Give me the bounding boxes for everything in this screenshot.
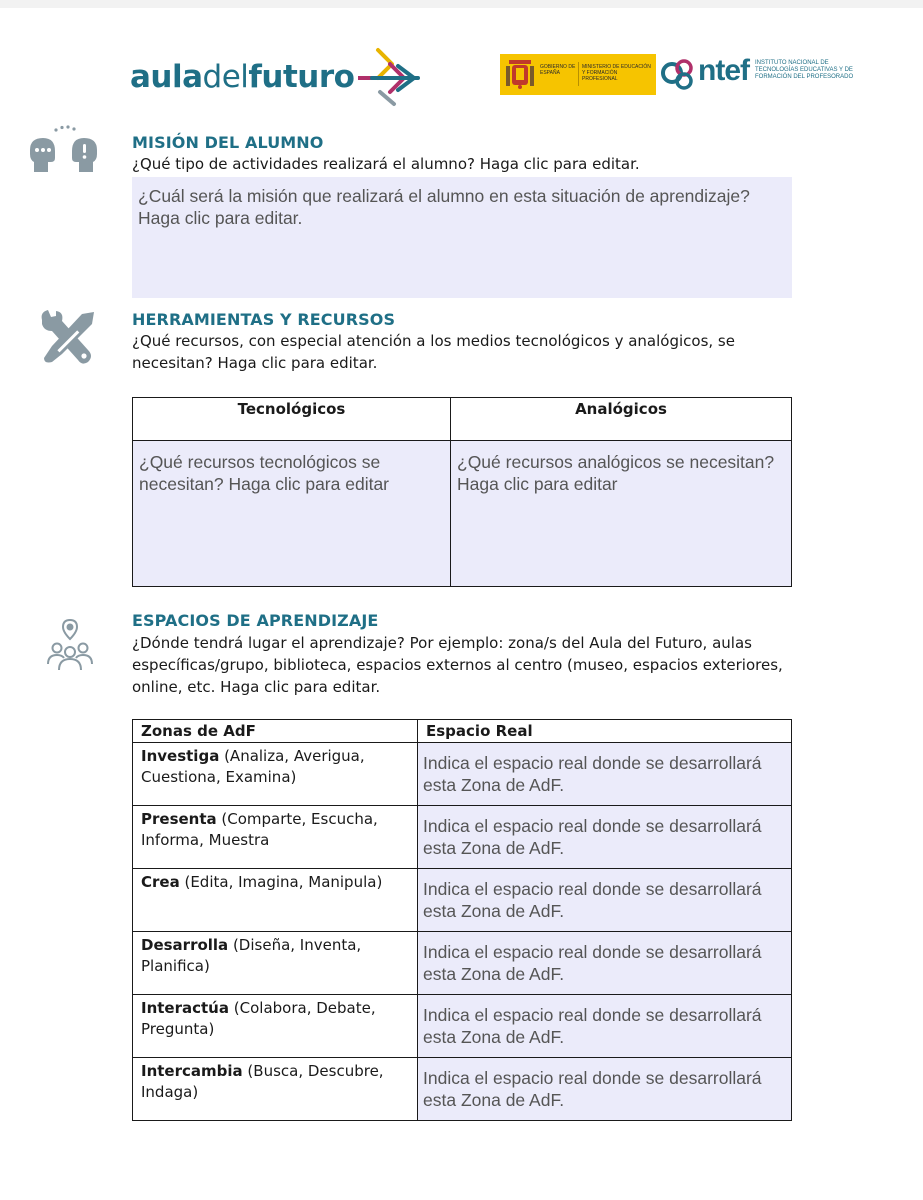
zone-cell bbox=[133, 869, 418, 932]
top-strip bbox=[0, 0, 923, 8]
zone-name: Interactúa bbox=[141, 999, 229, 1017]
tools-icon bbox=[38, 308, 98, 368]
zone-name: Crea bbox=[141, 873, 180, 891]
aula-arrows-icon bbox=[358, 42, 430, 108]
government-logo bbox=[500, 54, 656, 95]
tools-description: ¿Qué recursos, con especial atención a los medios tecnológicos y analógicos, se necesitan? Haga clic para editar. bbox=[132, 332, 735, 372]
ministry-name: MINISTERIO DE EDUCACIÓN Y FORMACIÓN PROFESIONAL bbox=[582, 64, 651, 82]
zone-cell bbox=[133, 806, 418, 869]
real-space-field[interactable]: Indica el espacio real donde se desarrollará esta Zona de AdF. bbox=[418, 806, 792, 869]
table-row bbox=[133, 869, 792, 932]
mission-description: ¿Qué tipo de actividades realizará el alumno? Haga clic para editar. bbox=[132, 155, 640, 173]
zone-name: Intercambia bbox=[141, 1062, 243, 1080]
technological-resources-field[interactable]: ¿Qué recursos tecnológicos se necesitan? Haga clic para editar bbox=[133, 441, 451, 587]
zone-verbs: (Diseña, Inventa, Planifica) bbox=[141, 936, 362, 975]
gov-divider bbox=[578, 62, 579, 86]
zone-name: Investiga bbox=[141, 747, 220, 765]
table-row bbox=[133, 995, 792, 1058]
logo-part-aula: aula bbox=[130, 59, 203, 95]
table-row bbox=[133, 932, 792, 995]
spain-shield-icon bbox=[505, 58, 535, 91]
mission-field[interactable]: ¿Cuál será la misión que realizará el alumno en esta situación de aprendizaje? Haga clic para editar. bbox=[132, 177, 792, 298]
table-row bbox=[133, 743, 792, 806]
table-row bbox=[133, 806, 792, 869]
tools-title: HERRAMIENTAS Y RECURSOS bbox=[132, 310, 396, 329]
real-space-field[interactable]: Indica el espacio real donde se desarrollará esta Zona de AdF. bbox=[418, 869, 792, 932]
column-header-zonas: Zonas de AdF bbox=[133, 720, 418, 743]
intef-mark-icon bbox=[660, 56, 696, 92]
mission-title: MISIÓN DEL ALUMNO bbox=[132, 133, 324, 152]
intef-wordmark: ntef bbox=[698, 54, 749, 87]
logo-part-futuro: futuro bbox=[248, 59, 355, 95]
intef-description: INSTITUTO NACIONAL DE TECNOLOGÍAS EDUCATIVAS Y DE FORMACIÓN DEL PROFESORADO bbox=[755, 60, 854, 80]
zone-cell bbox=[133, 1058, 418, 1121]
real-space-field[interactable]: Indica el espacio real donde se desarrollará esta Zona de AdF. bbox=[418, 932, 792, 995]
learning-spaces-table bbox=[132, 719, 792, 1121]
real-space-field[interactable]: Indica el espacio real donde se desarrollará esta Zona de AdF. bbox=[418, 1058, 792, 1121]
logo-part-del: del bbox=[202, 59, 249, 95]
spaces-title: ESPACIOS DE APRENDIZAJE bbox=[132, 611, 379, 630]
analog-resources-field[interactable]: ¿Qué recursos analógicos se necesitan? Haga clic para editar bbox=[451, 441, 792, 587]
zone-verbs: (Comparte, Escucha, Informa, Muestra bbox=[141, 810, 378, 849]
zone-name: Desarrolla bbox=[141, 936, 229, 954]
zone-verbs: (Busca, Descubre, Indaga) bbox=[141, 1062, 384, 1101]
zone-cell bbox=[133, 743, 418, 806]
real-space-field[interactable]: Indica el espacio real donde se desarrollará esta Zona de AdF. bbox=[418, 743, 792, 806]
zone-cell bbox=[133, 995, 418, 1058]
aula-del-futuro-logo bbox=[130, 52, 354, 102]
dialogue-heads-icon bbox=[26, 124, 102, 180]
column-header-tecnologicos: Tecnológicos bbox=[133, 398, 451, 441]
column-header-analogicos: Analógicos bbox=[451, 398, 792, 441]
people-location-icon bbox=[46, 618, 94, 672]
zone-cell bbox=[133, 932, 418, 995]
real-space-field[interactable]: Indica el espacio real donde se desarrollará esta Zona de AdF. bbox=[418, 995, 792, 1058]
resources-table bbox=[132, 397, 792, 587]
spaces-description: ¿Dónde tendrá lugar el aprendizaje? Por ejemplo: zona/s del Aula del Futuro, aulas específicas/grupo, biblioteca, espacios externos al centro (museo, espacios exteriores, online, etc. Haga clic para editar. bbox=[132, 634, 783, 696]
zone-verbs: (Analiza, Averigua, Cuestiona, Examina) bbox=[141, 747, 365, 786]
zone-verbs: (Colabora, Debate, Pregunta) bbox=[141, 999, 376, 1038]
column-header-espacio-real: Espacio Real bbox=[418, 720, 792, 743]
gov-name: GOBIERNO DE ESPAÑA bbox=[540, 64, 576, 76]
zone-verbs: (Edita, Imagina, Manipula) bbox=[179, 873, 383, 891]
zone-name: Presenta bbox=[141, 810, 217, 828]
table-row bbox=[133, 1058, 792, 1121]
